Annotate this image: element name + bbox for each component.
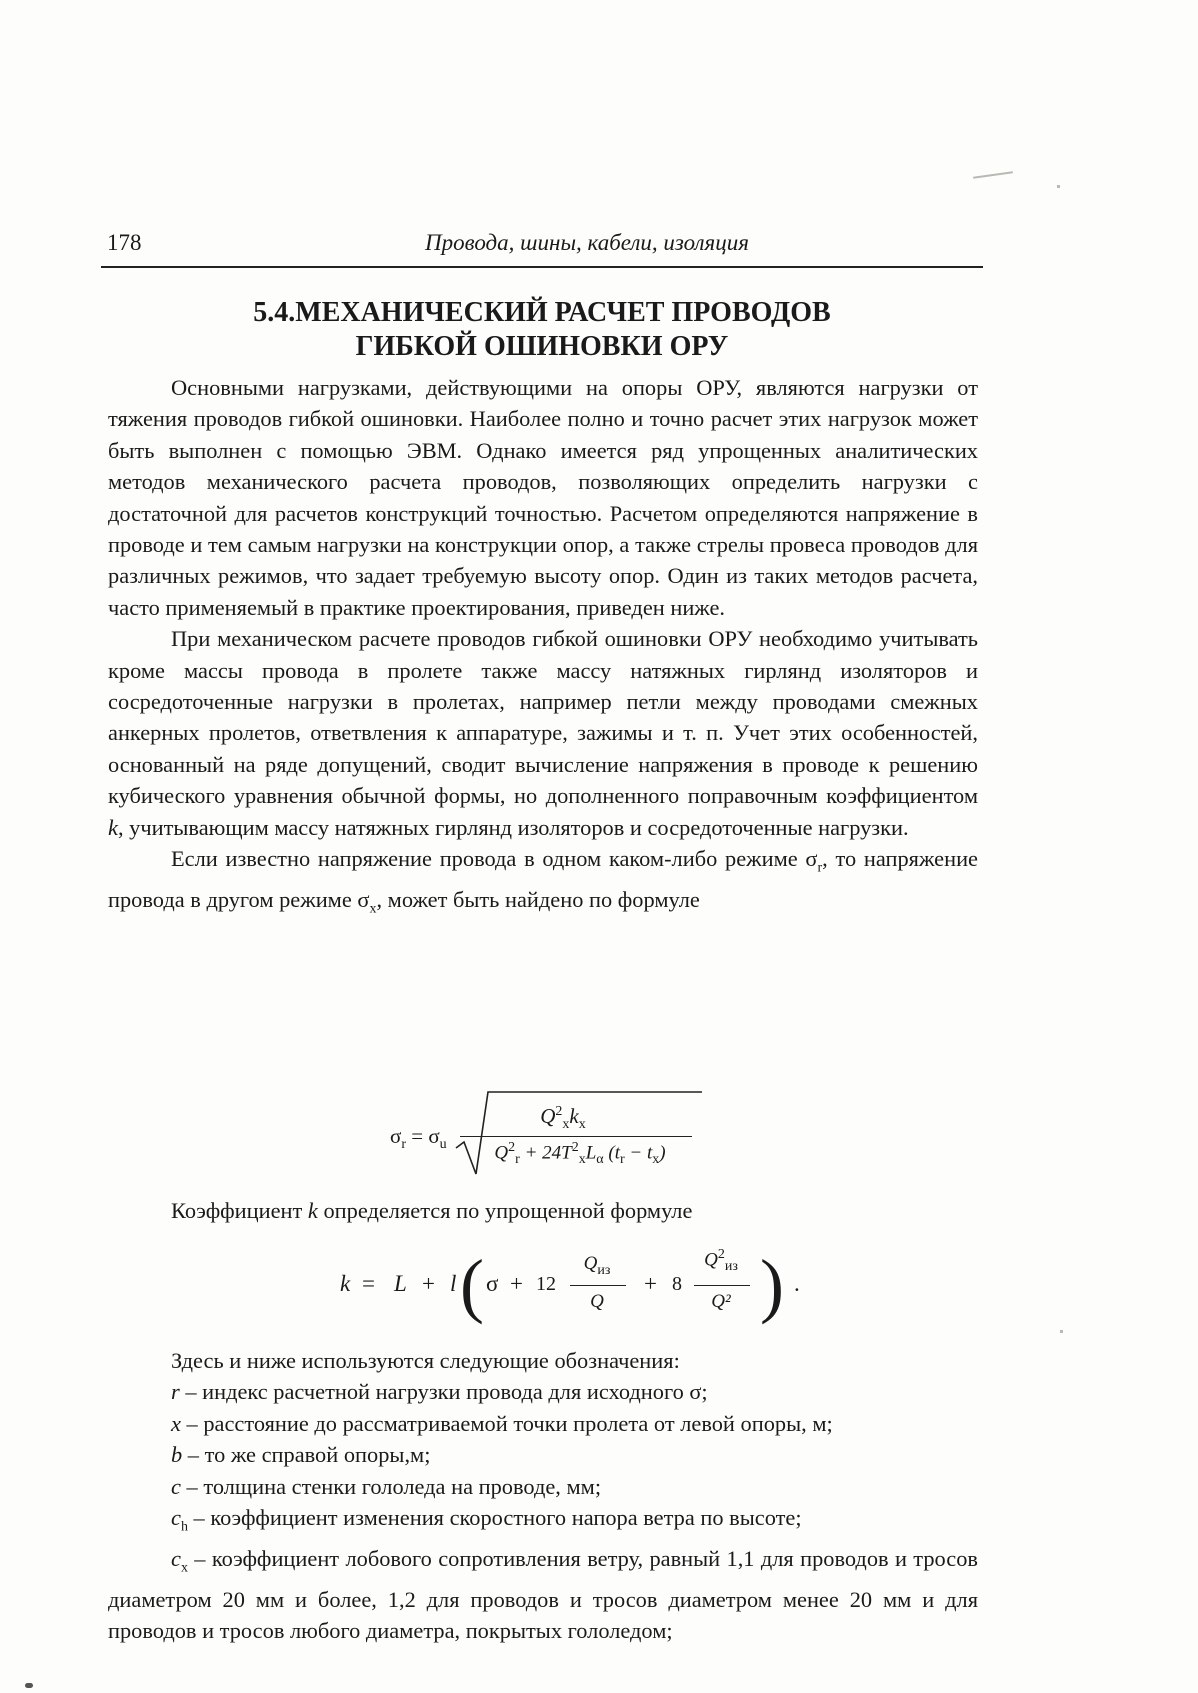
formula-numerator: $Q^2_xk_x$	[540, 1104, 586, 1133]
right-paren: )	[760, 1245, 784, 1325]
notation-item: c – толщина стенки гололеда на проводе, мм;	[171, 1473, 602, 1499]
notation-item: $c_h$ – коэффициент изменения скоростного напора ветра по высоте;	[171, 1505, 802, 1535]
k-definition: Коэффициент k определяется по упрощенной формуле	[171, 1198, 693, 1223]
section-title-line-2: ГИБКОЙ ОШИНОВКИ ОРУ	[355, 331, 729, 362]
fraction-2-denominator: Q²	[711, 1291, 731, 1312]
notation-list	[108, 1345, 978, 1647]
fraction-1-bar	[570, 1285, 626, 1286]
left-paren: (	[460, 1245, 484, 1325]
fraction-2-bar	[694, 1285, 750, 1286]
fraction-1-numerator: $Q_{из}$	[583, 1253, 611, 1278]
section-title	[101, 296, 983, 364]
body-text	[108, 372, 978, 925]
notation-item: b – то же справой опоры,м;	[171, 1442, 431, 1468]
notation-item: x – расстояние до рассматриваемой точки пролета от левой опоры, м;	[171, 1410, 833, 1436]
formula-k: k = L + l ( σ + 12 $Q_{из}$ Q + 8 $Q^2_{из}$ Q² ) .	[340, 1245, 800, 1325]
fraction-1-denominator: Q	[590, 1291, 604, 1312]
notation-item: $c_x$ – коэффициент лобового сопротивления ветру, равный 1,1 для проводов и тросов диаметром 20 мм и более, 1,2 для проводов и тросов диаметром менее 20 мм и для проводов и тросов любого диаметра, покрытых гололедом;	[108, 1545, 978, 1644]
section-title-line-1: 5.4.МЕХАНИЧЕСКИЙ РАСЧЕТ ПРОВОДОВ	[253, 297, 831, 328]
fraction-bar	[460, 1136, 692, 1137]
notation-item: r – индекс расчетной нагрузки провода для исходного σ;	[171, 1379, 708, 1405]
page-number: 178	[107, 230, 142, 255]
fraction-2-numerator: $Q^2_{из}$	[704, 1247, 738, 1275]
paragraph-1: Основными нагрузками, действующими на опоры ОРУ, являются нагрузки от тяжения проводов гибкой ошиновки. Наиболее полно и точно расчет этих нагрузок может быть выполнен с помощью ЭВМ. Однако имеется ряд упрощенных аналитических методов механического расчета проводов, позволяющих определить нагрузки с достаточной для расчетов конструкций точностью. Расчетом определяются напряжение в проводе и тем самым нагрузки на конструкции опор, а также стрелы провеса проводов для различных режимов, что задает требуемую высоту опор. Один из таких методов расчета, часто применяемый в практике проектирования, приведен ниже.	[108, 375, 978, 620]
coefficient-k: k	[108, 814, 118, 840]
notation-intro: Здесь и ниже используются следующие обозначения:	[171, 1348, 680, 1373]
scan-mark	[25, 1683, 33, 1688]
scan-mark	[973, 171, 1013, 179]
running-head	[107, 230, 982, 262]
formula-sigma	[390, 1090, 710, 1180]
scan-mark	[1057, 185, 1060, 188]
chapter-title: Провода, шины, кабели, изоляция	[425, 230, 749, 255]
header-rule	[101, 266, 983, 268]
paragraph-3: Если известно напряжение провода в одном каком-либо режиме $\sigma_r$, то напряжение провода в другом режиме $\sigma_x$, может быть найдено по формуле	[108, 846, 978, 917]
formula-lhs: $\sigma_r = \sigma_u$	[390, 1124, 447, 1153]
formula-denominator: $Q^2_r + 24T^2_xL_\alpha$ $(t_r - t_x)$	[494, 1140, 666, 1168]
paragraph-2: При механическом расчете проводов гибкой ошиновки ОРУ необходимо учитывать кроме массы провода в пролете также массу натяжных гирлянд изоляторов и сосредоточенные нагрузки в пролетах, например петли между проводами смежных анкерных пролетов, ответвления к аппаратуре, зажимы и т. п. Учет этих особенностей, основанный на ряде допущений, сводит вычисление напряжения в проводе к решению кубического уравнения обычной формы, но дополненного поправочным коэффициентом k, учитывающим массу натяжных гирлянд изоляторов и сосредоточенные нагрузки.	[108, 626, 978, 840]
scan-mark	[1060, 1330, 1063, 1333]
